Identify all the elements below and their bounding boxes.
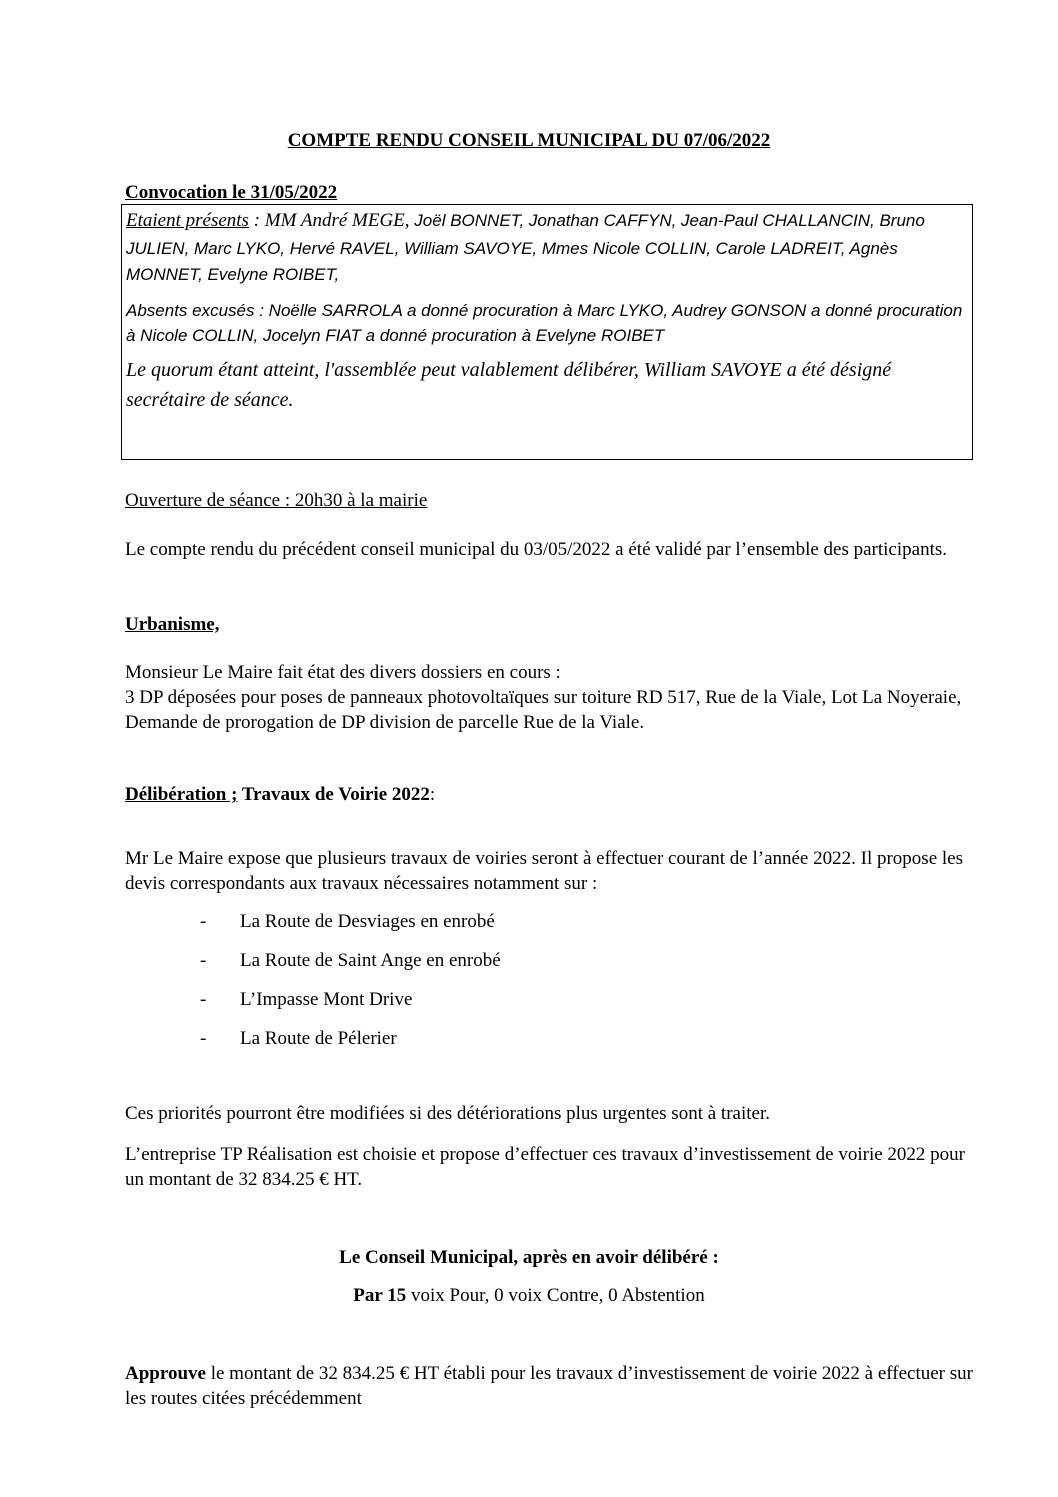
dash-marker: - xyxy=(200,950,207,971)
road-item-label: La Route de Pélerier xyxy=(240,1028,397,1049)
deliberation-heading xyxy=(125,782,975,807)
approval-statement xyxy=(125,1361,975,1411)
urbanisme-body xyxy=(125,660,975,735)
present-separator: : xyxy=(248,210,265,231)
list-item xyxy=(200,987,501,1026)
quorum-statement: Le quorum étant atteint, l'assemblée peut valablement délibérer, William SAVOYE a été désigné secrétaire de séance. xyxy=(126,359,892,412)
priorities-note: Ces priorités pourront être modifiées si des détériorations plus urgentes sont à traiter. xyxy=(125,1103,770,1124)
list-item xyxy=(200,1026,501,1065)
council-decision-heading: Le Conseil Municipal, après en avoir délibéré : xyxy=(339,1247,719,1268)
deliberation-label: Délibération ; xyxy=(125,784,238,805)
urbanisme-line-2: 3 DP déposées pour poses de panneaux photovoltaïques sur toiture RD 517, Rue de la Viale, Lot La Noyeraie, xyxy=(125,687,962,709)
list-item xyxy=(200,948,501,987)
contractor-proposal: L’entreprise TP Réalisation est choisie et propose d’effectuer ces travaux d’investissement de voirie 2022 pour un montant de 32 834.25 € HT. xyxy=(125,1144,965,1191)
attendance-box xyxy=(121,204,973,460)
vote-count: Par 15 xyxy=(353,1285,407,1306)
urbanisme-line-1: Monsieur Le Maire fait état des divers dossiers en cours : xyxy=(125,662,561,683)
road-item-label: La Route de Desviages en enrobé xyxy=(240,911,495,932)
dash-marker: - xyxy=(200,1028,207,1049)
convocation-date: Convocation le 31/05/2022 xyxy=(125,182,338,203)
vote-details: voix Pour, 0 voix Contre, 0 Abstention xyxy=(406,1285,705,1306)
road-item-label: L’Impasse Mont Drive xyxy=(240,989,413,1010)
vote-result xyxy=(0,1283,1058,1308)
dash-marker: - xyxy=(200,911,207,932)
session-opening: Ouverture de séance : 20h30 à la mairie xyxy=(125,490,428,511)
road-item-label: La Route de Saint Ange en enrobé xyxy=(240,950,501,971)
urbanisme-heading: Urbanisme, xyxy=(125,614,220,635)
approval-verb: Approuve xyxy=(125,1363,206,1384)
deliberation-subject: Travaux de Voirie 2022 xyxy=(237,784,430,805)
deliberation-intro: Mr Le Maire expose que plusieurs travaux de voiries seront à effectuer courant de l’année 2022. Il propose les devis correspondants aux travaux nécessaires notamment sur : xyxy=(125,848,963,895)
document-title: COMPTE RENDU CONSEIL MUNICIPAL DU 07/06/2022 xyxy=(287,130,771,151)
dash-marker: - xyxy=(200,989,207,1010)
previous-minutes: Le compte rendu du précédent conseil municipal du 03/05/2022 a été validé par l’ensemble des participants. xyxy=(125,539,948,560)
deliberation-colon: : xyxy=(429,784,436,805)
present-mm: MM André MEGE, xyxy=(264,210,415,231)
present-members xyxy=(126,207,968,288)
absent-members: Absents excusés : Noëlle SARROLA a donné procuration à Marc LYKO, Audrey GONSON a donné procuration à Nicole COLLIN, Jocelyn FIAT a donné procuration à Evelyne ROIBET xyxy=(126,300,963,346)
list-item xyxy=(200,909,501,948)
road-list xyxy=(200,909,501,1065)
urbanisme-line-3: Demande de prorogation de DP division de parcelle Rue de la Viale. xyxy=(125,712,645,734)
present-names: Joël BONNET, Jonathan CAFFYN, Jean-Paul CHALLANCIN, Bruno JULIEN, Marc LYKO, Hervé RAVEL, William SAVOYE, Mmes Nicole COLLIN, Carole LADREIT, Agnès MONNET, Evelyne ROIBET, xyxy=(126,211,925,284)
present-label: Etaient présents xyxy=(126,210,249,231)
approval-text: le montant de 32 834.25 € HT établi pour les travaux d’investissement de voirie 2022 à effectuer sur les routes citées précédemment xyxy=(125,1363,973,1410)
